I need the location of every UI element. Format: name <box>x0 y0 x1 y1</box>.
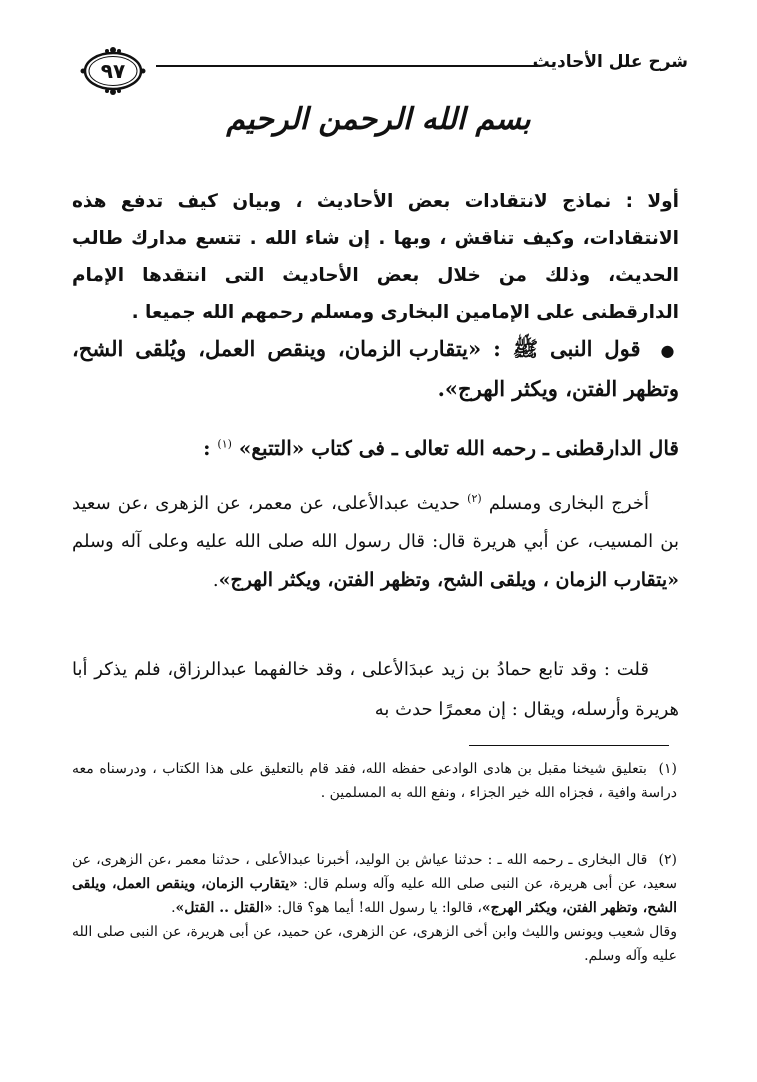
footnote-2 <box>72 848 677 968</box>
footnote-2-bold1: «يتقارب الزمان، وينقص العمل، ويلقى الشح، وتظهر الفتن، ويكثر الهرج» <box>72 876 677 916</box>
footnote-2-number: (٢) <box>658 852 677 868</box>
footnote-ref-2: (٢) <box>467 492 482 505</box>
page-number: ٩٧ <box>100 59 126 83</box>
hadith-prefix: قول النبى ﷺ : <box>493 336 641 361</box>
comment-paragraph: قلت : وقد تابع حمادُ بن زيد عبدَالأعلى ، وقد خالفهما عبدالرزاق، فلم يذكر أبا هريرة وأرسله، ويقال : إن معمرًا حدث به <box>72 659 679 720</box>
footnote-2-bold2: «القتل .. القتل» <box>175 900 273 916</box>
footnote-separator <box>469 745 669 746</box>
hadith-text: «يتقارب الزمان، وينقص العمل، ويُلقى الشح، وتظهر الفتن، ويكثر الهرج». <box>72 336 679 401</box>
footnote-1-text: بتعليق شيخنا مقبل بن هادى الوادعى حفظه الله، فقد قام بالتعليق على هذا الكتاب ، ودرسناه معه دراسة وافية ، فجزاه الله خير الجزاء ، ونفع الله به المسلمين . <box>72 761 677 801</box>
header-rule <box>156 65 538 67</box>
narration-paragraph <box>72 480 679 600</box>
page-number-ornament <box>78 44 148 98</box>
daraqutni-saying <box>72 436 679 460</box>
footnote-1 <box>72 757 677 805</box>
footnote-2-text4: وقال شعيب ويونس والليث وابن أخى الزهرى، عن الزهرى، عن حميد، عن أبى هريرة، عن النبى صلى الله عليه وآله وسلم. <box>72 924 677 964</box>
footnote-2-text3: . <box>171 900 176 916</box>
basmala-calligraphy: بسم الله الرحمن الرحيم <box>226 102 531 137</box>
saying-colon: : <box>203 436 211 460</box>
footnote-ref-1: (١) <box>217 437 232 451</box>
bullet-icon: ● <box>660 341 680 360</box>
narration-end: . <box>212 570 219 591</box>
narration-part2: حديث عبدالأعلى، عن معمر، عن الزهرى ،عن سعيد بن المسيب، عن أبي هريرة قال: قال رسول الله صلى الله عليه وعلى آله وسلم <box>72 493 679 552</box>
footnote-1-number: (١) <box>658 761 678 777</box>
running-title: شرح علل الأحاديث <box>532 52 688 72</box>
footnote-2-text1: قال البخارى ـ رحمه الله ـ : حدثنا عياش بن الوليد، أخبرنا عبدالأعلى ، حدثنا معمر ،عن الزهرى، عن سعيد، عن أبى هريرة، عن النبى صلى الله عليه وآله وسلم قال: <box>72 852 678 892</box>
narration-part1: أخرج البخارى ومسلم <box>488 493 649 514</box>
running-header <box>78 44 688 104</box>
narration-hadith-bold: «يتقارب الزمان ، ويلقى الشح، وتظهر الفتن، ويكثر الهرج» <box>218 569 679 591</box>
footnote-2-text2: ، قالوا: يا رسول الله! أيما هو؟ قال: <box>277 900 482 916</box>
hadith-quote <box>72 330 679 408</box>
intro-paragraph: أولا : نماذج لانتقادات بعض الأحاديث ، وبيان كيف تدفع هذه الانتقادات، وكيف تناقش ، وبها . إن شاء الله . تتسع مدارك طالب الحديث، وذلك من خلال بعض الأحاديث التى انتقدها الإمام الدارقطنى على الإمامين البخارى ومسلم رحمهم الله جميعا . <box>72 191 679 323</box>
saying-text: قال الدارقطنى ـ رحمه الله تعالى ـ فى كتاب «التتبع» <box>238 436 679 460</box>
